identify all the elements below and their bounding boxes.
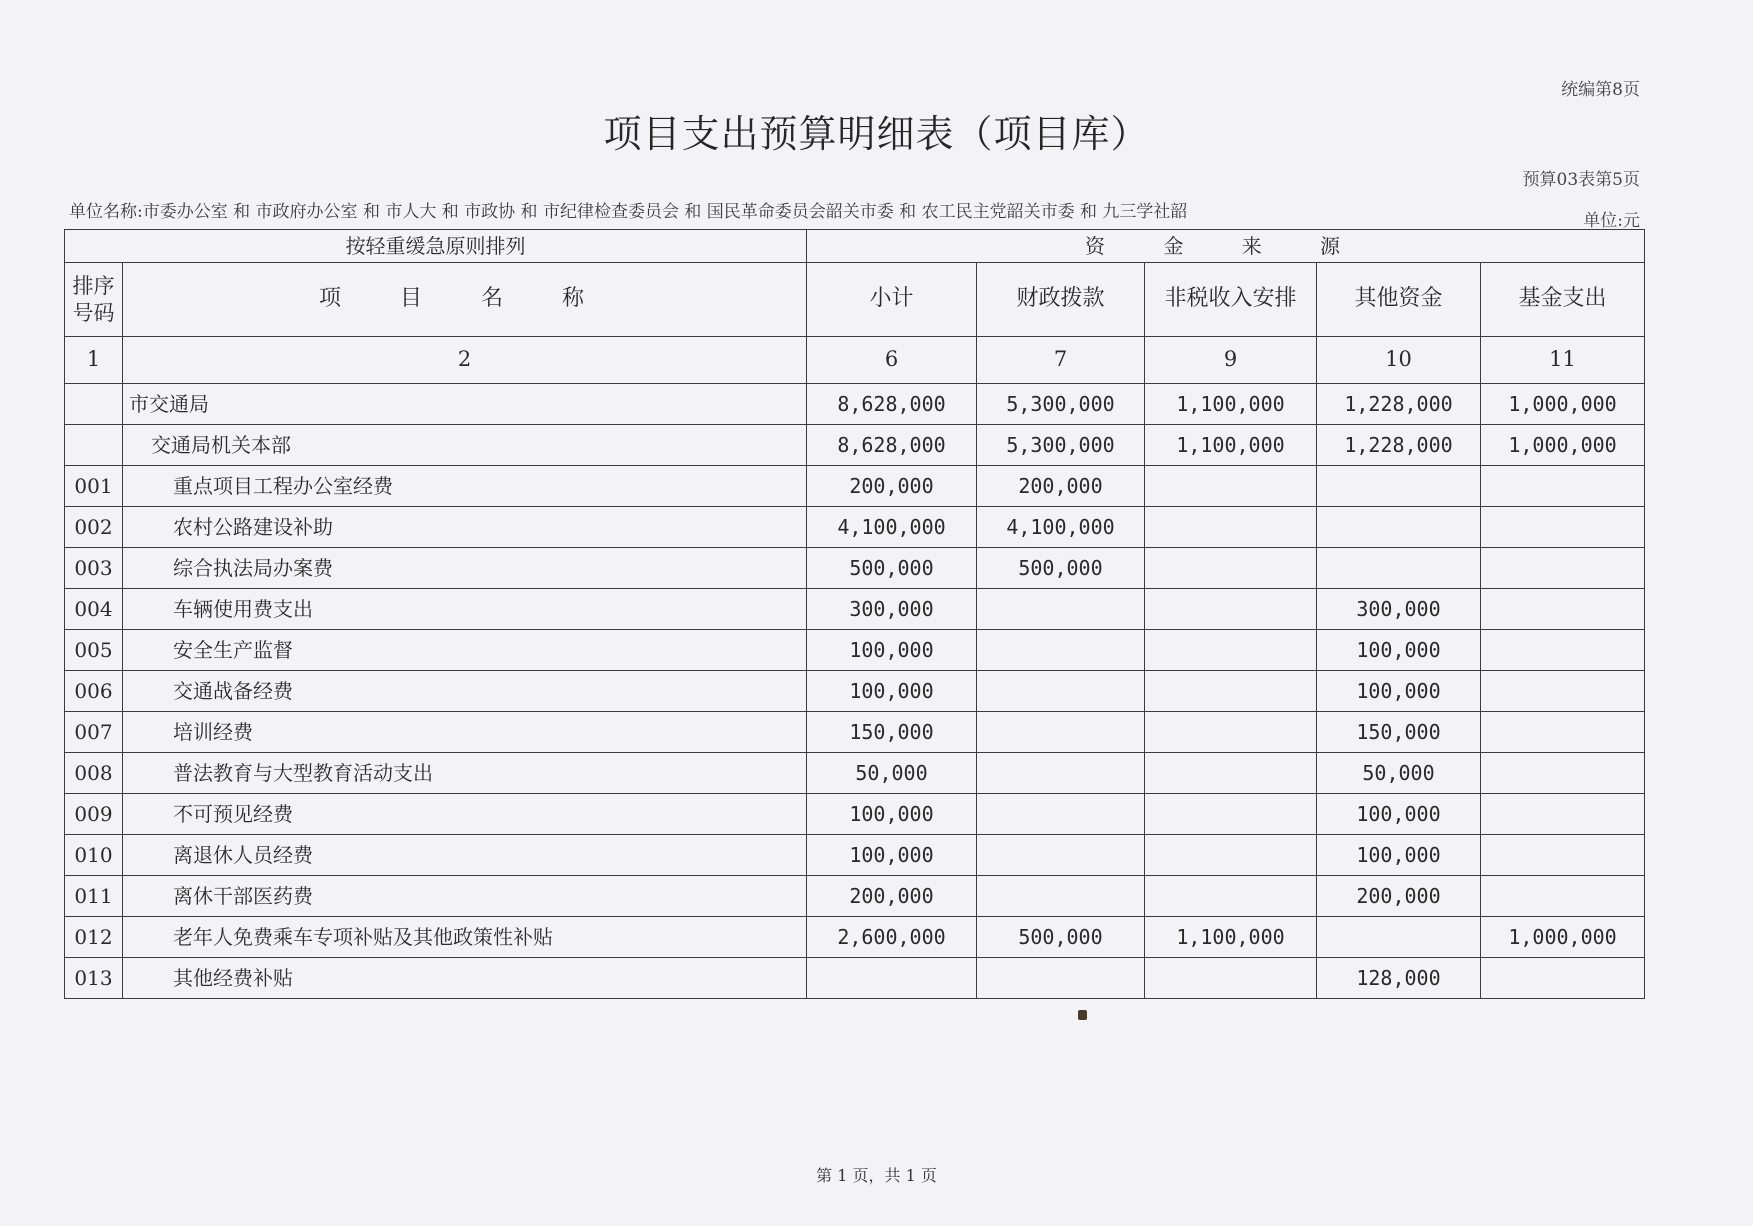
document-title: 项目支出预算明细表（项目库）: [603, 112, 1150, 156]
row-fiscal-amount: 500,000: [977, 917, 1145, 958]
row-other-amount: [1317, 548, 1481, 589]
row-subtotal-amount: 8,628,000: [807, 384, 977, 425]
row-seq: 003: [65, 548, 123, 589]
column-number-row: [65, 337, 1645, 384]
row-fiscal-amount: 5,300,000: [977, 384, 1145, 425]
col-number-name: 2: [123, 337, 807, 384]
row-fund-amount: 1,000,000: [1481, 425, 1645, 466]
row-fund-amount: [1481, 876, 1645, 917]
row-nontax-amount: [1145, 671, 1317, 712]
row-other-amount: 300,000: [1317, 589, 1481, 630]
table-row: [65, 589, 1645, 630]
row-seq: 004: [65, 589, 123, 630]
col-header-other: 其他资金: [1317, 263, 1481, 337]
row-fiscal-amount: 5,300,000: [977, 425, 1145, 466]
table-row: [65, 384, 1645, 425]
row-fund-amount: [1481, 671, 1645, 712]
row-project-name: 安全生产监督: [123, 630, 807, 671]
table-row: [65, 425, 1645, 466]
table-row: [65, 507, 1645, 548]
row-subtotal-amount: 100,000: [807, 630, 977, 671]
row-seq: 010: [65, 835, 123, 876]
row-other-amount: 150,000: [1317, 712, 1481, 753]
col-header-nontax: 非税收入安排: [1145, 263, 1317, 337]
row-fund-amount: 1,000,000: [1481, 384, 1645, 425]
table-row: [65, 466, 1645, 507]
row-project-name: 农村公路建设补助: [123, 507, 807, 548]
row-seq: 013: [65, 958, 123, 999]
col-header-seq: 排序号码: [65, 263, 123, 337]
row-seq: 001: [65, 466, 123, 507]
row-subtotal-amount: 100,000: [807, 794, 977, 835]
row-project-name: 普法教育与大型教育活动支出: [123, 753, 807, 794]
row-project-name: 不可预见经费: [123, 794, 807, 835]
row-nontax-amount: [1145, 876, 1317, 917]
col-number-other: 10: [1317, 337, 1481, 384]
paper-speck: [1078, 1010, 1087, 1020]
row-nontax-amount: 1,100,000: [1145, 917, 1317, 958]
table-row: [65, 753, 1645, 794]
row-nontax-amount: [1145, 753, 1317, 794]
row-nontax-amount: [1145, 630, 1317, 671]
row-other-amount: 1,228,000: [1317, 384, 1481, 425]
row-other-amount: [1317, 466, 1481, 507]
row-fund-amount: [1481, 712, 1645, 753]
row-subtotal-amount: 50,000: [807, 753, 977, 794]
row-other-amount: 1,228,000: [1317, 425, 1481, 466]
row-seq: 008: [65, 753, 123, 794]
table-row: [65, 548, 1645, 589]
row-fiscal-amount: [977, 958, 1145, 999]
row-seq: 005: [65, 630, 123, 671]
row-project-name: 离休干部医药费: [123, 876, 807, 917]
row-nontax-amount: [1145, 794, 1317, 835]
row-other-amount: 128,000: [1317, 958, 1481, 999]
table-row: [65, 876, 1645, 917]
row-nontax-amount: [1145, 712, 1317, 753]
unit-name-line: 单位名称:市委办公室 和 市政府办公室 和 市人大 和 市政协 和 市纪律检查委员会 和 国民革命委员会韶关市委 和 农工民主党韶关市委 和 九三学社韶: [69, 202, 1188, 222]
row-fiscal-amount: [977, 671, 1145, 712]
row-seq: [65, 384, 123, 425]
row-project-name: 市交通局: [123, 384, 807, 425]
col-header-subtotal: 小计: [807, 263, 977, 337]
row-fiscal-amount: 200,000: [977, 466, 1145, 507]
table-row: [65, 917, 1645, 958]
row-project-name: 培训经费: [123, 712, 807, 753]
row-subtotal-amount: 100,000: [807, 835, 977, 876]
row-fiscal-amount: [977, 794, 1145, 835]
row-seq: 011: [65, 876, 123, 917]
page-number-label: 统编第8页: [1561, 80, 1640, 100]
row-seq: 007: [65, 712, 123, 753]
row-seq: 009: [65, 794, 123, 835]
currency-unit-label: 单位:元: [1583, 211, 1640, 231]
row-fiscal-amount: [977, 876, 1145, 917]
row-fiscal-amount: [977, 753, 1145, 794]
row-seq: 006: [65, 671, 123, 712]
col-number-fund: 11: [1481, 337, 1645, 384]
row-subtotal-amount: 200,000: [807, 466, 977, 507]
row-seq: 002: [65, 507, 123, 548]
group-header-funding-source: 资 金 来 源: [807, 230, 1645, 263]
table-row: [65, 630, 1645, 671]
row-project-name: 交通局机关本部: [123, 425, 807, 466]
row-fiscal-amount: [977, 712, 1145, 753]
row-seq: [65, 425, 123, 466]
row-fund-amount: [1481, 958, 1645, 999]
table-row: [65, 794, 1645, 835]
row-subtotal-amount: 8,628,000: [807, 425, 977, 466]
row-fund-amount: [1481, 589, 1645, 630]
row-other-amount: 50,000: [1317, 753, 1481, 794]
row-fiscal-amount: [977, 630, 1145, 671]
row-other-amount: 100,000: [1317, 630, 1481, 671]
group-header-priority: 按轻重缓急原则排列: [65, 230, 807, 263]
form-id-label: 预算03表第5页: [1522, 170, 1640, 190]
row-other-amount: [1317, 507, 1481, 548]
col-header-name: 项 目 名 称: [123, 263, 807, 337]
row-nontax-amount: [1145, 835, 1317, 876]
row-subtotal-amount: 200,000: [807, 876, 977, 917]
row-project-name: 离退休人员经费: [123, 835, 807, 876]
row-subtotal-amount: 100,000: [807, 671, 977, 712]
col-header-fund: 基金支出: [1481, 263, 1645, 337]
row-other-amount: 200,000: [1317, 876, 1481, 917]
row-nontax-amount: 1,100,000: [1145, 425, 1317, 466]
row-project-name: 重点项目工程办公室经费: [123, 466, 807, 507]
page-footer: 第 1 页，共 1 页: [816, 1166, 937, 1185]
row-project-name: 老年人免费乘车专项补贴及其他政策性补贴: [123, 917, 807, 958]
table-row: [65, 712, 1645, 753]
header-group-row: [65, 230, 1645, 263]
row-fiscal-amount: 4,100,000: [977, 507, 1145, 548]
row-other-amount: 100,000: [1317, 835, 1481, 876]
row-nontax-amount: [1145, 958, 1317, 999]
row-fiscal-amount: 500,000: [977, 548, 1145, 589]
row-fiscal-amount: [977, 835, 1145, 876]
column-header-row: [65, 263, 1645, 337]
row-fund-amount: [1481, 466, 1645, 507]
row-other-amount: 100,000: [1317, 671, 1481, 712]
row-nontax-amount: [1145, 466, 1317, 507]
row-subtotal-amount: 4,100,000: [807, 507, 977, 548]
table-row: [65, 958, 1645, 999]
row-fund-amount: 1,000,000: [1481, 917, 1645, 958]
col-number-fiscal: 7: [977, 337, 1145, 384]
table-row: [65, 835, 1645, 876]
row-fund-amount: [1481, 548, 1645, 589]
col-number-subtotal: 6: [807, 337, 977, 384]
budget-table: [64, 229, 1645, 999]
row-subtotal-amount: 500,000: [807, 548, 977, 589]
row-fund-amount: [1481, 835, 1645, 876]
row-nontax-amount: [1145, 507, 1317, 548]
row-nontax-amount: [1145, 548, 1317, 589]
col-header-fiscal: 财政拨款: [977, 263, 1145, 337]
row-nontax-amount: [1145, 589, 1317, 630]
row-fund-amount: [1481, 507, 1645, 548]
col-number-nontax: 9: [1145, 337, 1317, 384]
row-project-name: 其他经费补贴: [123, 958, 807, 999]
row-fund-amount: [1481, 794, 1645, 835]
row-other-amount: 100,000: [1317, 794, 1481, 835]
row-seq: 012: [65, 917, 123, 958]
row-nontax-amount: 1,100,000: [1145, 384, 1317, 425]
row-project-name: 交通战备经费: [123, 671, 807, 712]
row-fund-amount: [1481, 753, 1645, 794]
row-subtotal-amount: [807, 958, 977, 999]
row-subtotal-amount: 2,600,000: [807, 917, 977, 958]
table-row: [65, 671, 1645, 712]
row-project-name: 车辆使用费支出: [123, 589, 807, 630]
row-fund-amount: [1481, 630, 1645, 671]
col-number-seq: 1: [65, 337, 123, 384]
row-project-name: 综合执法局办案费: [123, 548, 807, 589]
row-subtotal-amount: 150,000: [807, 712, 977, 753]
row-subtotal-amount: 300,000: [807, 589, 977, 630]
row-fiscal-amount: [977, 589, 1145, 630]
row-other-amount: [1317, 917, 1481, 958]
